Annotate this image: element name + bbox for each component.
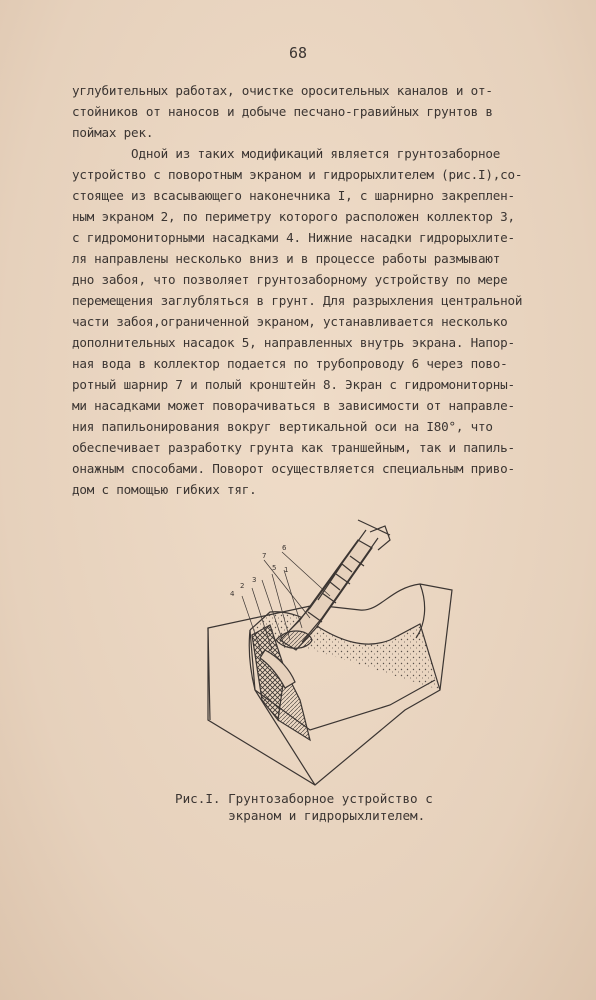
callout-label: 3 — [252, 576, 257, 584]
text-line: части забоя,ограниченной экраном, устанавливается несколько — [72, 314, 508, 329]
text-line: ми насадками может поворачиваться в зависимости от направле- — [72, 398, 515, 413]
callout-label: 5 — [272, 564, 277, 572]
callout-label: 7 — [262, 552, 267, 560]
text-line: ным экраном 2, по периметру которого расположен коллектор 3, — [72, 209, 515, 224]
caption-line: экраном и гидрорыхлителем. — [175, 808, 426, 823]
text-line: онажным способами. Поворот осуществляется специальным приво- — [72, 461, 515, 476]
text-line: стоящее из всасывающего наконечника I, с шарнирно закреплен- — [72, 188, 515, 203]
callout-label: 4 — [230, 590, 235, 598]
caption-line: Рис.I. Грунтозаборное устройство с — [175, 791, 433, 806]
text-line: с гидромониторными насадками 4. Нижние насадки гидрорыхлите- — [72, 230, 515, 245]
text-line: дно забоя, что позволяет грунтозаборному устройству по мере — [72, 272, 508, 287]
text-line: устройство с поворотным экраном и гидрорыхлителем (рис.I),со- — [72, 167, 523, 182]
text-line: ния папильонирования вокруг вертикальной оси на I80°, что — [72, 419, 493, 434]
text-line: дом с помощью гибких тяг. — [72, 482, 257, 497]
text-line: перемещения заглубляться в грунт. Для разрыхления центральной — [72, 293, 523, 308]
text-line: Одной из таких модификаций является грунтозаборное — [72, 146, 501, 161]
text-line: дополнительных насадок 5, направленных внутрь экрана. Напор- — [72, 335, 515, 350]
text-line: ротный шарнир 7 и полый кронштейн 8. Экран с гидромониторны- — [72, 377, 515, 392]
dredge-intake-illustration — [190, 500, 480, 790]
page-number: 68 — [288, 44, 308, 62]
text-line: поймах рек. — [72, 125, 154, 140]
text-line: углубительных работах, очистке оросительных каналов и от- — [72, 83, 493, 98]
text-line: ная вода в коллектор подается по трубопроводу 6 через пово- — [72, 356, 508, 371]
text-line: стойников от наносов и добыче песчано-гравийных грунтов в — [72, 104, 493, 119]
callout-label: 6 — [282, 544, 287, 552]
text-line: обеспечивает разработку грунта как траншейным, так и папиль- — [72, 440, 515, 455]
soil-block-outline — [208, 584, 452, 785]
callout-label: 2 — [240, 582, 245, 590]
figure-caption — [175, 790, 495, 824]
callout-label: 1 — [284, 566, 289, 574]
text-line: ля направлены несколько вниз и в процессе работы размывают — [72, 251, 501, 266]
body-text — [72, 80, 592, 500]
